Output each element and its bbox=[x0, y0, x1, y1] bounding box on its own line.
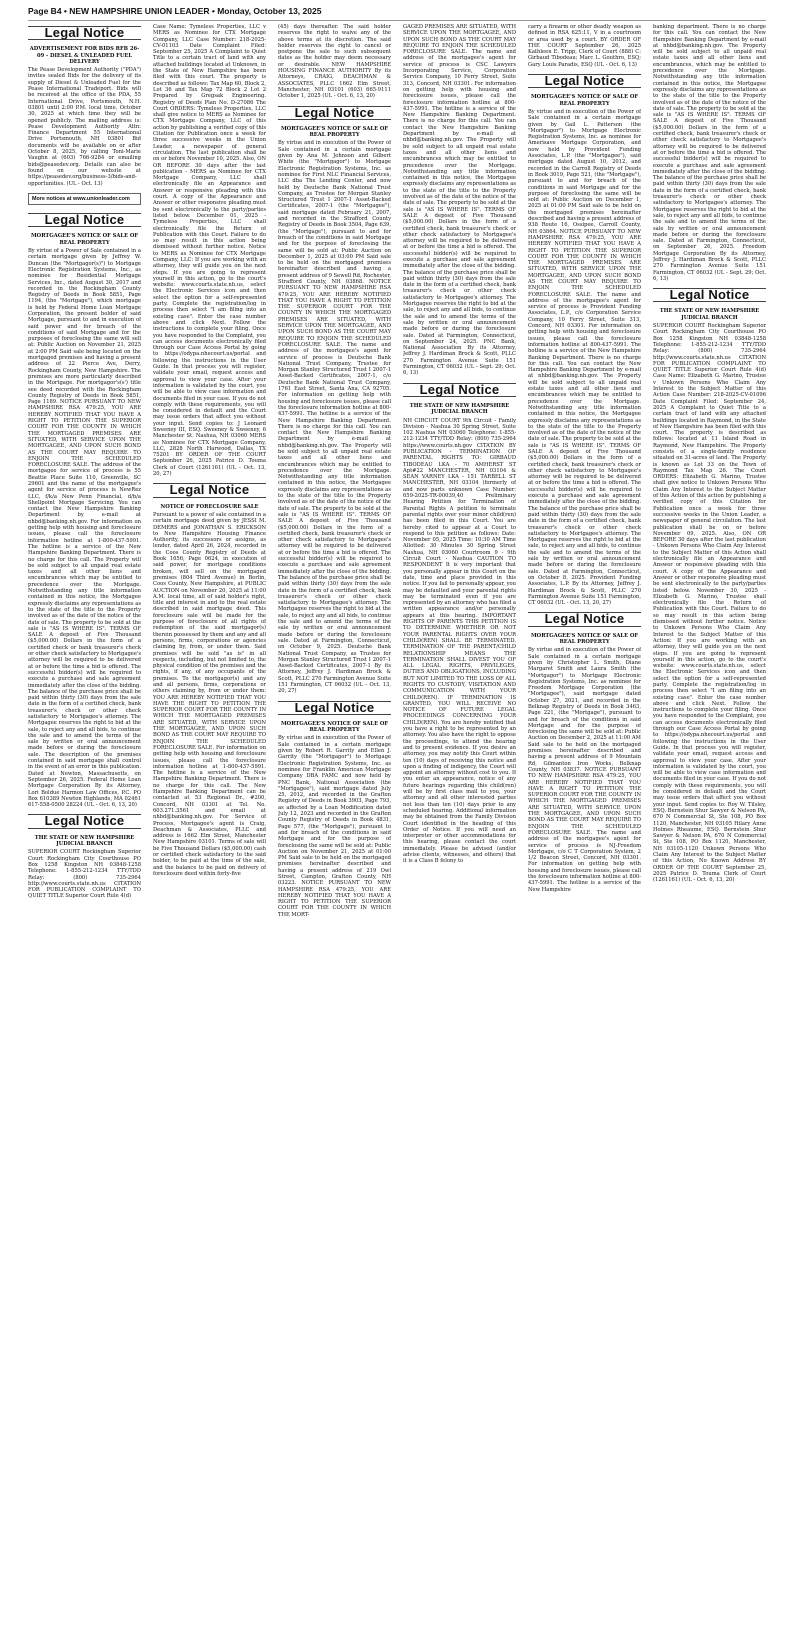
column-3 bbox=[278, 24, 391, 1624]
legal-notice bbox=[28, 26, 141, 187]
legal-notice-heading: Legal Notice bbox=[278, 106, 391, 120]
notice-title: ADVERTISEMENT FOR BIDS RFB 26-09 - DIESEL & UNLEADED FUEL DELIVERY bbox=[29, 46, 140, 65]
notice-title: MORTGAGEE'S NOTICE OF SALE OF REAL PROPERTY bbox=[530, 632, 639, 646]
legal-notice bbox=[28, 213, 141, 808]
notice-title: MORTGAGEE'S NOTICE OF SALE OF REAL PROPERTY bbox=[280, 125, 389, 139]
legal-notice bbox=[153, 24, 266, 477]
legal-notice bbox=[653, 24, 766, 282]
notice-body: carry a firearm or other deadly weapon as defined in RSA 625:11, V in a courtroom or area used by a court. BY ORDER OF THE COURT September 26, 2025 Kathleen E. Tripp, Clerk of Court (888) C: Girbaud Tibodeau; Marc L. Gouthro, ESQ; Gary Louis Paradis, ESQ (UL - Oct. 6, 13) bbox=[528, 24, 641, 68]
legal-notice bbox=[403, 24, 516, 377]
notice-title: THE STATE OF NEW HAMPSHIRE JUDICIAL BRANCH bbox=[409, 402, 510, 416]
notice-body: (45) days thereafter. The said holder reserves the right to waive any of the above terms at its discretion. The said holder reserves the right to cancel or postpone the sale to such subsequent dates as the holder may deem necessary or desirable. NEW HAMPSHIRE HOUSING FINANCE AUTHORITY By its Attorneys, CRAIG, DEACHMAN & ASSOCIATES, PLLC 1662 Elm Street, Manchester, NH 03101 (603) 665-9111 October 1, 2025 (UL - Oct. 6, 13, 20) bbox=[278, 24, 391, 100]
legal-notice-heading: Legal Notice bbox=[528, 612, 641, 626]
legal-notice-heading: Legal Notice bbox=[153, 483, 266, 497]
notice-title: THE STATE OF NEW HAMPSHIRE JUDICIAL BRANCH bbox=[659, 308, 760, 321]
page-header: Page B4 • NEW HAMPSHIRE UNION LEADER • Monday, October 13, 2025 bbox=[28, 6, 766, 21]
column-5 bbox=[528, 24, 641, 1624]
notice-body: SUPERIOR COURT Rockingham Superior Court Rockingham City Courthouse PO Box 1258 Kingston NH 03848-1258 Telephone: 1-855-212-1234 TTY/TDD Relay: (800) 735-2964 http://www.courts.state.nh.us CITATION FOR PUBLICATION COMPLAINT TO QUIET TITLE Superior Court Rule 4(d) bbox=[28, 849, 141, 900]
legal-notice bbox=[653, 288, 766, 883]
notice-body: By virtue and in execution of the Power of Sale contained in a certain mortgage given by Christopher L. Smith, Diane Margaret Smith and Laura Smith (the "Mortgagor") to Mortgage Electronic Registration Systems, Inc. as nominee for Freedom Mortgage Corporation (the "Mortgagee"), said mortgage dated October 27, 2021, and recorded in the Belknap Registry of Deeds in Book 3463, Page 221, (the "Mortgage"), pursuant to and for breach of the conditions in said Mortgage and for the purpose of foreclosing the same will be sold at: Public Auction on December 2, 2025 at 11:00 AM Said sale to be held on the mortgaged premises hereinafter described and having a present address of 9 Mountain Rd, Gilmanton Iron Works, Belknap County, NH 03837. NOTICE PURSUANT TO NEW HAMPSHIRE RSA 479:25, YOU ARE HEREBY NOTIFIED THAT YOU HAVE A RIGHT TO PETITION THE SUPERIOR COURT FOR THE COUNTY IN WHICH THE MORTGAGED PREMISES ARE SITUATED, WITH SERVICE UPON THE MORTGAGEE, AND UPON SUCH BOND AS THE COURT MAY REQUIRE TO ENJOIN THE SCHEDULED FORECLOSURE SALE. The name and address of the mortgagee's agent for service of process is NJ-Freedom Mortgage, c/o C T Corporation System, 2 1/2 Beacon Street, Concord, NH 03301. For information on getting help with housing and foreclosure issues, please call the foreclosure information hotline at 800-437-5991. The hotline is a service of the New Hampshire bbox=[528, 647, 641, 893]
notice-body: SUPERIOR COURT Rockingham Superior Court Rockingham City Courthouse PO Box 1258 Kingston NH 03848-1258 Telephone: 1-855-212-1234 TTY/TDD Relay: (800) 735-2964 http://www.courts.state.nh.us CITATION FOR PUBLICATION COMPLAINT TO QUIET TITLE Superior Court Rule 4(d) Case Name: Elizabeth G. Marino, Trustee v Unkown Persons Who Claim Any Interest to the Subject Matter of this Action Case Number: 218-2025-CV-01096 Date Complaint Filed: September 24, 2025 A Complaint to Quiet Title to a certain tract of land with any attached buildings located in Raymond, in the State of New Hampshire has been filed with this court. The property is described as follows: located at 11 Island Road in Raymond, New Hampshire. The Property consists of a single-family residence situated on 31-acres of land. The Property is known as Lot 33 on the Town of Raymond Tax Map 26. The Court ORDERS: Elizabeth G. Marino, Trustee shall give notice to Unkown Persons Who Claim Any Interest to the Subject Matter of this Action of this action by publishing a verified copy of this Citation for Publication once a week for three successive weeks in the Union Leader, a newspaper of general circulation. The last publication shall be on or before November 09, 2025. Also, ON OR BEFORE 30 days after the last publication - Unkown Persons Who Claim Any Interest to the Subject Matter of this Action shall electronically file an Appearance and Answer or responsive pleading with this court. A copy of the Appearance and Answer or other responsive pleading must be sent electronically to the party/parties listed below. November 30, 2025 - Elizabeth G. Marino, Trustee shall electronically file the Return of Publication with this Court. Failure to do so may result in this action being dismissed without further notice. Notice to Unkown Persons Who Claim Any Interest to the Subject Matter of this Action: If you are working with an attorney, they will guide you on the next steps. If you are going to represent yourself in this action, go to the court's website: www.courts.state.nh.us, select the Electronic Services icon and then select the option for a self-represented party. Complete the registration/log in process then select "I am filing into an existing case". Enter the case number above and click Next. Follow the instructions to complete your filing. Once you have responded to the Complaint, you can access documents electronically filed through our Case Access Portal by going to https://odypa.nhecourt.us/portal and following the instructions in the User Guide. In that process you will register, validate your email, request access and approval to view your case. After your information is validated by the court, you will be able to view case information and documents filed in your case. If you do not comply with these requirements, you will be considered in default and the Court may issue orders that affect you without your input. Send copies to: Roy W. Tilsley, ESQ. Bernstein Shur Sawyer & Nelson PA, 670 N Commercial St, Ste 108, PO Box 1120, Manchester, NH 03105 Hilary Anne Holmes Rheaume, ESQ. Bernstein Shur Sawyer & Nelson PA, 670 N Commercial St, Ste 108, PO Box 1120, Manchester, NH 03105-1120 Unkown Persons Who Claim Any Interest to the Subject Matter of this Action, No Known Address BY ORDER OF THE COURT September 25, 2025 Patrice D. Touma Clerk of Court (1261161) (UL - Oct. 6, 13, 20) bbox=[653, 323, 766, 884]
legal-notice-heading: Legal Notice bbox=[278, 701, 391, 715]
column-2 bbox=[153, 24, 266, 1624]
legal-notice-heading: Legal Notice bbox=[653, 288, 766, 302]
notice-body: By virtue and in execution of the Power of Sale contained in a certain mortgage given by Robert R. Garrity and Ellen J. Garrity (the "Mortgagor") to Mortgage Electronic Registration Systems, Inc. as nominee for Franklin American Mortgage Company DBA FAMC and now held by PNC Bank, National Association (the "Mortgagee"), said mortgage dated July 25, 2012, and recorded in the Grafton Registry of Deeds in Book 3903, Page 793, as affected by a Loan Modification dated July 12, 2023 and recorded in the Grafton County Registry of Deeds in Book 4831, Page 577, (the "Mortgage"), pursuant to and for breach of the conditions in said Mortgage and for the purpose of foreclosing the same will be sold at: Public Auction on November 21, 2025 at 01:00 PM Said sale to be held on the mortgaged premises hereinafter described and having a present address of 219 Owl Street, Campton, Grafton County, NH 03223. NOTICE PURSUANT TO NEW HAMPSHIRE RSA 479:25, YOU ARE HEREBY NOTIFIED THAT YOU HAVE A RIGHT TO PETITION THE SUPERIOR COURT FOR THE COUNTY IN WHICH THE MORT- bbox=[278, 735, 391, 918]
legal-notice-heading: Legal Notice bbox=[28, 213, 141, 227]
column-4 bbox=[403, 24, 516, 1624]
notice-body: Pursuant to a power of sale contained in a certain mortgage deed given by JESSI M. DEMERS and JONATHAN S. ERICKSON to New Hampshire Housing Finance Authority, its successors or assigns, as lender, dated April 26, 2024, recorded in the Coos County Registry of Deeds at Book 1656, Page 0624, in execution of said power, for mortgage conditions broken, will sell on the mortgaged premises (804 Third Avenue) in Berlin, Coos County, New Hampshire, at PUBLIC AUCTION on November 20, 2025 at 11:00 A.M. local time, all of said holder's right, title and interest in and to the real estate described in said mortgage deed. This foreclosure sale will be made for the purpose of foreclosure of all rights of redemption of the said mortgagor(s) therein possessed by them and any and all persons, firms, corporations or agencies claiming by, from, or under them. Said premises will be sold "as is" in all respects, including, but not limited to, the physical condition of the premises and the rights, if any, of any occupants of the premises. To the mortgagor(s) and any and all persons, firms, corporations or others claiming by, from or under them: YOU ARE HEREBY NOTIFIED THAT YOU HAVE THE RIGHT TO PETITION THE SUPERIOR COURT FOR THE COUNTY IN WHICH THE MORTGAGED PREMISES ARE SITUATED, WITH SERVICE UPON THE MORTGAGEE, AND UPON SUCH BOND AS THE COURT MAY REQUIRE TO ENJOIN THE SCHEDULED FORECLOSURE SALE. For information on getting help with housing and foreclosure issues, please call the foreclosure information hotline at 1-800-437-5991. The hotline is a service of the New Hampshire Banking Department. There is no charge for this call. The New Hampshire Banking Department can be contacted at 53 Regional Dr., #200, Concord, NH 03301 at Tel. No. 603.271.3561 and email at nhbd@banking.nh.gov. For Service of Process, Mortgagee's agent is Craig, Deachman & Associates, PLLC and address is 1662 Elm Street, Manchester New Hampshire 03101. Terms of sale will be Five Thousand Dollars ($5,000.00) cash or certified check satisfactory to the said holder, to be paid at the time of the sale, and the balance to be paid on delivery of foreclosure deed within forty-five bbox=[153, 511, 266, 877]
notice-body: NH CIRCUIT COURT 9th Circuit - Family Division - Nashua 30 Spring Street, Suite 102 Nashua NH 03060 Telephone: 1-855-212-1234 TTY/TDD Relay: (800) 735-2964 https://www.courts.nh.gov CITATION BY PUBLICATION - TERMINATION OF PARENTAL RIGHTS TO: GIRBAUD TIBODEAU LKA - 70 AMHERST ST Apt#22 MANCHESTER, NH 03104 & SEAN VARNEY LKA - 151 TARBELL ST MANCHESTER, NH 03104 (formerly of and now parts unknown Case Number: 659-2025-TR-00039,40 Preliminary Hearing Petition for Termination of Parental Rights A petition to terminate parental rights over your minor child(ren) has been filed in this Court. You are hereby cited to appear at a Court to respond to this petition as follows: Date: November 05, 2025 Time: 10:30 AM Time Allotted: 30 Minutes 30 Spring Street Nashua, NH 03060 Courtroom 9 - 9th Circuit Court - Nashua CAUTION TO RESPONDENT It is very important that you personally appear in this Court on the date, time and place provided in this notice. If you fail to personally appear, you may be defaulted and your parental rights may be terminated even if you are represented by an attorney who has filed a written appearance and/or personally appears at this hearing. IMPORTANT RIGHTS OF PARENTS THIS PETITION IS TO DETERMINE WHETHER OR NOT YOUR PARENTAL RIGHTS OVER YOUR CHILD(REN) SHALL BE TERMINATED. TERMINATION OF THE PARENT/CHILD RELATIONSHIP MEANS THE TERMINATION SHALL DIVEST YOU OF ALL LEGAL RIGHTS, PRIVILEGES, DUTIES AND OBLIGATIONS, INCLUDING BUT NOT LIMITED TO THE LOSS OF ALL RIGHTS TO CUSTODY, VISITATION AND COMMUNICATION WITH YOUR CHILD(REN). IF TERMINATION IS GRANTED, YOU WILL RECEIVE NO NOTICE OF FUTURE LEGAL PROCEEDINGS CONCERNING YOUR CHILD(REN). You are hereby notified that you have a right to be represented by an attorney. You also have the right to oppose the proceedings, to attend the hearing and to present evidence. If you desire an attorney, you may notify this Court within ten (10) days of receiving this notice and upon a finding of indigency, the Court will appoint an attorney without cost to you. If you enter an appearance, notice of any future hearings regarding this child(ren) will be by first class mail to you, your attorney and all other interested parties not less than ten (10) days prior to any scheduled hearing. Additional information may be obtained from the Family Division Court identified in the heading of this Order of Notice. If you will need an interpreter or other accommodations for this hearing, please contact the court immediately. Please be advised (and/or advise clients, witnesses, and others) that it is a Class B felony to bbox=[403, 417, 516, 865]
notice-title: NOTICE OF FORECLOSURE SALE bbox=[160, 503, 259, 510]
legal-notice bbox=[153, 483, 266, 877]
notice-body: The Pease Development Authority ("PDA") invites sealed Bids for the delivery of its supply of Diesel & Unleaded Fuel for the Pease International Tradeport. Bids will be received at the office of the PDA, 55 International Drive, Portsmouth, N.H. 03801 until 2:00 P.M. local time, October 30, 2025 at which time they will be opened publicly. The mailing address is: Pease Development Authority Attn: Finance Department 55 International Drive Portsmouth, NH 03801 Bid documents will be available on or after October 8, 2025, by calling Toni-Marie Vaughn at (603) 766-9284 or emailing bids@peasedev.org. Details can also be found on our website at https://peasedev.org/business-3/bids-and-opportunities. (UL - Oct. 13) bbox=[28, 67, 141, 187]
column-1 bbox=[28, 24, 141, 1624]
notice-body: banking department. There is no charge for this call. You can contact the New Hampshire Banking Department by e-mail at nhbd@banking.nh.gov. The Property will be sold subject to all unpaid real estate taxes and all other liens and encumbrances, which may be entitled to precedence over the Mortgage. Notwithstanding any title information contained in this notice, the Mortgagee expressly disclaims any representations as to the state of the title to the Property involved as of the date of the notice of the date of sale. The property to be sold at the sale is "AS IS WHERE IS". TERMS OF SALE A deposit of Five Thousand ($5,000.00) Dollars in the form of a certified check, bank treasurer's check or other check satisfactory to Mortgagee's attorney will be required to be delivered at or before the time a bid is offered. The successful bidder(s) will be required to execute a purchase and sale agreement immediately after the close of the bidding. The balance of the purchase price shall be paid within thirty (30) days from the sale date in the form of a certified check, bank treasurer's check or other check satisfactory to Mortgagee's attorney. The Mortgagee reserves the right to bid at the sale, to reject any and all bids, to continue the sale and to amend the terms of the sale by written or oral announcement made before or during the foreclosure sale. Dated at Farmington, Connecticut, on September 26, 2025. Freedom Mortgage Corporation By its Attorney, Jeffrey J. Hardiman Brock & Scott, PLLC 270 Farmington Avenue Suite 151 Farmington, CT 06032 (UL - Sept. 29; Oct. 6, 13) bbox=[653, 24, 766, 282]
legal-notice-heading: Legal Notice bbox=[28, 814, 141, 828]
legal-notice bbox=[28, 814, 141, 899]
legal-notice bbox=[403, 383, 516, 865]
notice-body: GAGED PREMISES ARE SITUATED, WITH SERVICE UPON THE MORTGAGEE, AND UPON SUCH BOND AS THE COURT MAY REQUIRE TO ENJOIN THE SCHEDULED FORECLOSURE SALE. The name and address of the mortgagee's agent for service of process is CSC Lawyers Incorporating Service, Corporation Service Company, 10 Ferry Street, Suite 313, Concord, NH 03301. For information on getting help with housing and foreclosure issues, please call the foreclosure information hotline at 800-437-5991. The hotline is a service of the New Hampshire Banking Department. There is no charge for this call. You can contact the New Hampshire Banking Department by e-mail at nhbd@banking.nh.gov. The Property will be sold subject to all unpaid real estate taxes and all other liens and encumbrances which may be entitled to precedence over the Mortgage. Notwithstanding any title information contained in this notice, the Mortgagee expressly disclaims any representations as to the state of the title to the Property involved as of the date of the notice of the date of sale. The property to be sold at the sale is "AS IS WHERE IS". TERMS OF SALE A deposit of Five Thousand ($5,000.00) Dollars in the form of a certified check, bank treasurer's check or other check satisfactory to Mortgagee's attorney will be required to be delivered at or before the time a bid is offered. The successful bidder(s) will be required to execute a purchase and sale agreement immediately after the close of the bidding. The balance of the purchase price shall be paid within thirty (30) days from the sale date in the form of a certified check, bank treasurer's check or other check satisfactory to Mortgagee's attorney. The Mortgagee reserves the right to bid at the sale, to reject any and all bids, to continue the sale and to amend the terms of the sale by written or oral announcement made before or during the foreclosure sale. Dated at Farmington, Connecticut, on September 24, 2025. PNC Bank, National Association By its Attorney, Jeffrey J. Hardiman Brock & Scott, PLLC 270 Farmington Avenue Suite 151 Farmington, CT 06032 (UL - Sept. 29; Oct. 6, 13) bbox=[403, 24, 516, 377]
notice-body: By virtue and in execution of the Power of Sale contained in a certain mortgage given by Gail L. Patterson (the "Mortgagor") to Mortgage Electronic Registration Systems, Inc. as nominee for Amerisave Mortgage Corporation, and now held by Provident Funding Associates, L.P. (the "Mortgagee"), said mortgage dated August 10, 2012, and recorded in the Carroll Registry of Deeds in Book 3019, Page 521, (the "Mortgage"), pursuant to and for breach of the conditions in said Mortgage and for the purpose of foreclosing the same will be sold at: Public Auction on December 1, 2025 at 01:00 PM Said sale to be held on the mortgaged premises hereinafter described and having a present address of 938 Route 16, Ossipee, Carroll County, NH 03864. NOTICE PURSUANT TO NEW HAMPSHIRE RSA 479:25, YOU ARE HEREBY NOTIFIED THAT YOU HAVE A RIGHT TO PETITION THE SUPERIOR COURT FOR THE COUNTY IN WHICH THE MORTGAGED PREMISES ARE SITUATED, WITH SERVICE UPON THE MORTGAGEE, AND UPON SUCH BOND AS THE COURT MAY REQUIRE TO ENJOIN THE SCHEDULED FORECLOSURE SALE. The name and address of the mortgagee's agent for service of process is Provident Funding Associates, L.P., c/o Corporation Service Company, 10 Ferry Street, Suite 313, Concord, NH 03301. For information on getting help with housing and foreclosure issues, please call the foreclosure information hotline at 800-437-5991. The hotline is a service of the New Hampshire Banking Department. There is no charge for this call. You can contact the New Hampshire Banking Department by e-mail at nhbd@banking.nh.gov. The Property will be sold subject to all unpaid real estate taxes and all other liens and encumbrances which may be entitled to precedence over the Mortgage. Notwithstanding any title information contained in this notice, the Mortgagee expressly disclaims any representations as to the state of the title to the Property involved as of the date of the notice of the date of sale. The property to be sold at the sale is "AS IS WHERE IS". TERMS OF SALE A deposit of Five Thousand ($5,000.00) Dollars in the form of a certified check, bank treasurer's check or other check satisfactory to Mortgagee's attorney will be required to be delivered at or before the time a bid is offered. The successful bidder(s) will be required to execute a purchase and sale agreement immediately after the close of the bidding. The balance of the purchase price shall be paid within thirty (30) days from the sale date in the form of a certified check, bank treasurer's check or other check satisfactory to Mortgagee's attorney. The Mortgagee reserves the right to bid at the sale, to reject any and all bids, to continue the sale and to amend the terms of the sale by written or oral announcement made before or during the foreclosure sale. Dated at Farmington, Connecticut, on October 8, 2025. Provident Funding Associates, L.P. By its Attorney, Jeffrey J. Hardiman Brock & Scott, PLLC 270 Farmington Avenue Suite 151 Farmington, CT 06032 (UL - Oct. 13, 20, 27) bbox=[528, 108, 641, 607]
notice-title: MORTGAGEE'S NOTICE OF SALE OF REAL PROPERTY bbox=[280, 720, 389, 734]
legal-notice bbox=[528, 74, 641, 606]
notice-body: By virtue of a Power of Sale contained in a certain mortgage given by Jeffrey W. Duncan (the "Mortgagor(s)") to Mortgage Electronic Registration Systems, Inc., as nominee for Residential Mortgage Services, Inc., dated August 30, 2017 and recorded in the Rockingham County Registry of Deeds in Book 5851, Page 1194, (the "Mortgage"), which mortgage is held by Federal Home Loan Mortgage Corporation, the present holder of said Mortgage, pursuant to and in execution of said power and for breach of the conditions of said Mortgage and for the purposes of foreclosing the same will sell at: Public Auction on November 21, 2025 at 2:00 PM Said sale being located on the mortgaged premises and having a present address of 22 Pierce Ave, Derry, Rockingham County, New Hampshire. The premises are more particularly described in the Mortgage. For mortgagor's(s') title see deed recorded with the Rockingham County Registry of Deeds in Book 5851, Page 1189. NOTICE PURSUANT TO NEW HAMPSHIRE RSA 479:25, YOU ARE HEREBY NOTIFIED THAT YOU HAVE A RIGHT TO PETITION THE SUPERIOR COURT FOR THE COUNTY IN WHICH THE MORTGAGED PREMISES ARE SITUATED, WITH SERVICE UPON THE MORTGAGEE, AND UPON SUCH BOND AS THE COURT MAY REQUIRE TO ENJOIN THE SCHEDULED FORECLOSURE SALE. The address of the mortgagee for service of process is 55 Beattie Place Suite 110, Greenville, SC 29601 and the name of the mortgagee's agent for service of process is NewRez LLC, f/k/a New Penn Financial, d/b/a Shellpoint Mortgage Servicing. You can contact the New Hampshire Banking Department by e-mail at nhbd@banking.nh.gov. For information on getting help with housing and foreclosure issues, please call the foreclosure information hotline at 1-800-437-5991. The hotline is a service of the New Hampshire Banking Department. There is no charge for this call. The Property will be sold subject to all unpaid real estate taxes and all other liens and encumbrances which may be entitled to precedence over the Mortgage. Notwithstanding any title information contained in this notice, the Mortgagee expressly disclaims any representations as to the state of the title to the Property involved as of the date of the notice of the date of sale. The property to be sold at the sale is "AS IS WHERE IS". TERMS OF SALE A deposit of Five Thousand ($5,000.00) Dollars in the form of a certified check or bank treasurer's check or other check satisfactory to Mortgagee's attorney will be required to be delivered at or before the time a bid is offered. The successful bidder(s) will be required to execute a purchase and sale agreement immediately after the close of the bidding. The balance of the purchase price shall be paid within thirty (30) days from the sale date in the form of a certified check, bank treasurer's check or other check satisfactory to Mortgagee's attorney. The Mortgagee reserves the right to bid at the sale, to reject any and all bids, to continue the sale and to amend the terms of the sale by written or oral announcement made before or during the foreclosure sale. The description of the premises contained in said mortgage shall control in the event of an error in this publication. Dated at Newton, Massachusetts, on September 26, 2025. Federal Home Loan Mortgage Corporation By its Attorney, Lori Boldue Harmon Law Offices, P.C. PO Box 610389 Newton Highlands, MA 02461 617-558-0500 28224 (UL - Oct. 6, 13, 20) bbox=[28, 248, 141, 809]
column-6 bbox=[653, 24, 766, 1624]
legal-notice bbox=[528, 612, 641, 892]
notice-title: THE STATE OF NEW HAMPSHIRE JUDICIAL BRANCH bbox=[34, 834, 135, 848]
notice-title: MORTGAGEE'S NOTICE OF SALE OF REAL PROPERTY bbox=[530, 94, 639, 107]
notice-body: By virtue and in execution of the Power of Sale contained in a certain mortgage given by Ana M. Johnson and Gilbert White (the "Mortgagor") to Mortgage Electronic Registration Systems, Inc. as nominee for First NLC Financial Services, LLC dba The Lending Center, and now held by Deutsche Bank National Trust Company, as Trustee for Morgan Stanley Structured Trust I 2007-1 Asset-Backed Certificates, 2007-1 (the "Mortgagee"), said mortgage dated February 21, 2007, and recorded in the Strafford County Registry of Deeds in Book 3504, Page 639, (the "Mortgage"), pursuant to and for breach of the conditions in said Mortgage and for the purpose of foreclosing the same will be sold at: Public Auction on December 1, 2025 at 03:00 PM Said sale to be held on the mortgaged premises hereinafter described and having a present address of 9 Sewell Rd, Rochester, Strafford County, NH 03868. NOTICE PURSUANT TO NEW HAMPSHIRE RSA 479:25, YOU ARE HEREBY NOTIFIED THAT YOU HAVE A RIGHT TO PETITION THE SUPERIOR COURT FOR THE COUNTY IN WHICH THE MORTGAGED PREMISES ARE SITUATED, WITH SERVICE UPON THE MORTGAGEE, AND UPON SUCH BOND AS THE COURT MAY REQUIRE TO ENJOIN THE SCHEDULED FORECLOSURE SALE. The name and address of the mortgagee's agent for service of process is Deutsche Bank National Trust Company, Trustee for Morgan Stanley Structured Trust I 2007-1 Asset-Backed Certificates, 2007-1, c/o Deutsche Bank National Trust Company, 1761 East Street, Santa Ana, CA 92705. For information on getting help with housing and foreclosure issues, please call the foreclosure information hotline at 800-437-5991. The hotline is a service of the New Hampshire Banking Department. There is no charge for this call. You can contact the New Hampshire Banking Department by e-mail at nhbd@banking.nh.gov. The Property will be sold subject to all unpaid real estate taxes and all other liens and encumbrances which may be entitled to precedence over the Mortgage. Notwithstanding any title information contained in this notice, the Mortgagee expressly disclaims any representations as to the state of the title to the Property involved as of the date of the notice of the date of sale. The property to be sold at the sale is "AS IS WHERE IS". TERMS OF SALE A deposit of Five Thousand ($5,000.00) Dollars in the form of a certified check, bank treasurer's check or other check satisfactory to Mortgagee's attorney will be required to be delivered at or before the time a bid is offered. The successful bidder(s) will be required to execute a purchase and sale agreement immediately after the close of the bidding. The balance of the purchase price shall be paid within thirty (30) days from the sale date in the form of a certified check, bank treasurer's check or other check satisfactory to Mortgagee's attorney. The Mortgagee reserves the right to bid at the sale, to reject any and all bids, to continue the sale and to amend the terms of the sale by written or oral announcement made before or during the foreclosure sale. Dated at Farmington, Connecticut, on October 9, 2025. Deutsche Bank National Trust Company, as Trustee for Morgan Stanley Structured Trust I 2007-1 Asset-Backed Certificates, 2007-1 By its Attorney, Jeffrey J. Hardiman Brock & Scott, PLLC 270 Farmington Avenue Suite 151 Farmington, CT 06032 (UL - Oct. 13, 20, 27) bbox=[278, 140, 391, 695]
legal-notice-heading: Legal Notice bbox=[403, 383, 516, 397]
legal-notice-heading: Legal Notice bbox=[28, 26, 141, 40]
notice-title: MORTGAGEE'S NOTICE OF SALE OF REAL PROPERTY bbox=[30, 233, 139, 246]
legal-notice bbox=[278, 106, 391, 695]
legal-notice bbox=[278, 24, 391, 100]
more-notices-link[interactable]: More notices at www.unionleader.com bbox=[28, 193, 141, 205]
legal-notice bbox=[278, 701, 391, 919]
legal-notice bbox=[528, 24, 641, 68]
legal-notice-heading: Legal Notice bbox=[528, 74, 641, 88]
notice-body: Case Name: Tymeless Properties, LLC v MERS as Nominee for CTX Mortgage Company, LLC Case Number: 218-2025-CV-01103 Date Complaint Filed: September 25, 2025 A Complaint to Quiet Title to a certain tract of land with any attached buildings located at Unknown, in the State of New Hampshire has been filed with this court. The property is described as follows: Tax Map 60, Block 2, Lot 36 and Tax Map 72 Block 2 Lot 2 Prepared by Gregsak Engineering. Registry of Deeds Plan No. D-27086 The Court ORDERS: Tymeless Properties, LLC shall give notice to MERS as Nominee for CTX Mortgage Company, LLC of this action by publishing a verified copy of this Citation for Publication once a week for three successive weeks in the Union Leader, a newspaper of general circulation. The last publication shall be on or before November 10, 2025. Also, ON OR BEFORE 30 days after the last publication - MERS as Nominee for CTX Mortgage Company, LLC shall electronically file an Appearance and Answer or responsive pleading with this court. A copy of the Appearance and Answer or other responsive pleading must be sent electronically to the party/parties listed below. December 01, 2025 - Tymeless Properties, LLC shall electronically file the Return of Publication with this Court. Failure to do so may result in this action being dismissed without further notice. Notice to MERS as Nominee for CTX Mortgage Company, LLC: If you are working with an attorney, they will guide you on the next steps. If you are going to represent yourself in this action, go to the court's website: www.courts.state.nh.us, select the Electronic Services icon and then select the option for a self-represented party. Complete the registration/log in process then select "I am filing into an existing case". Enter the case number above and click Next. Follow the instructions to complete your filing. Once you have responded to the Complaint, you can access documents electronically filed through our Case Access Portal by going to https://odypa.nhecourt.us/portal and following the instructions in the User Guide. In that process you will register, validate your email, request access and approval to view your case. After your information is validated by the court, you will be able to view case information and documents filed in your case. If you do not comply with these requirements, you will be considered in default and the Court may issue orders that affect you without your input. Send copies to: J Leonard Sweeney III, ESQ. Sweeney & Sweeney, 6 Manchester St. Nashua, NH 03060 MERS as Nominee for CTX Mortgage Company, LLC, 2828 North Harwood, Dallas, TX 75201 BY ORDER OF THE COURT September 26, 2025 Patrice D. Touma Clerk of Court (1261161) (UL - Oct. 13, 20, 27) bbox=[153, 24, 266, 478]
